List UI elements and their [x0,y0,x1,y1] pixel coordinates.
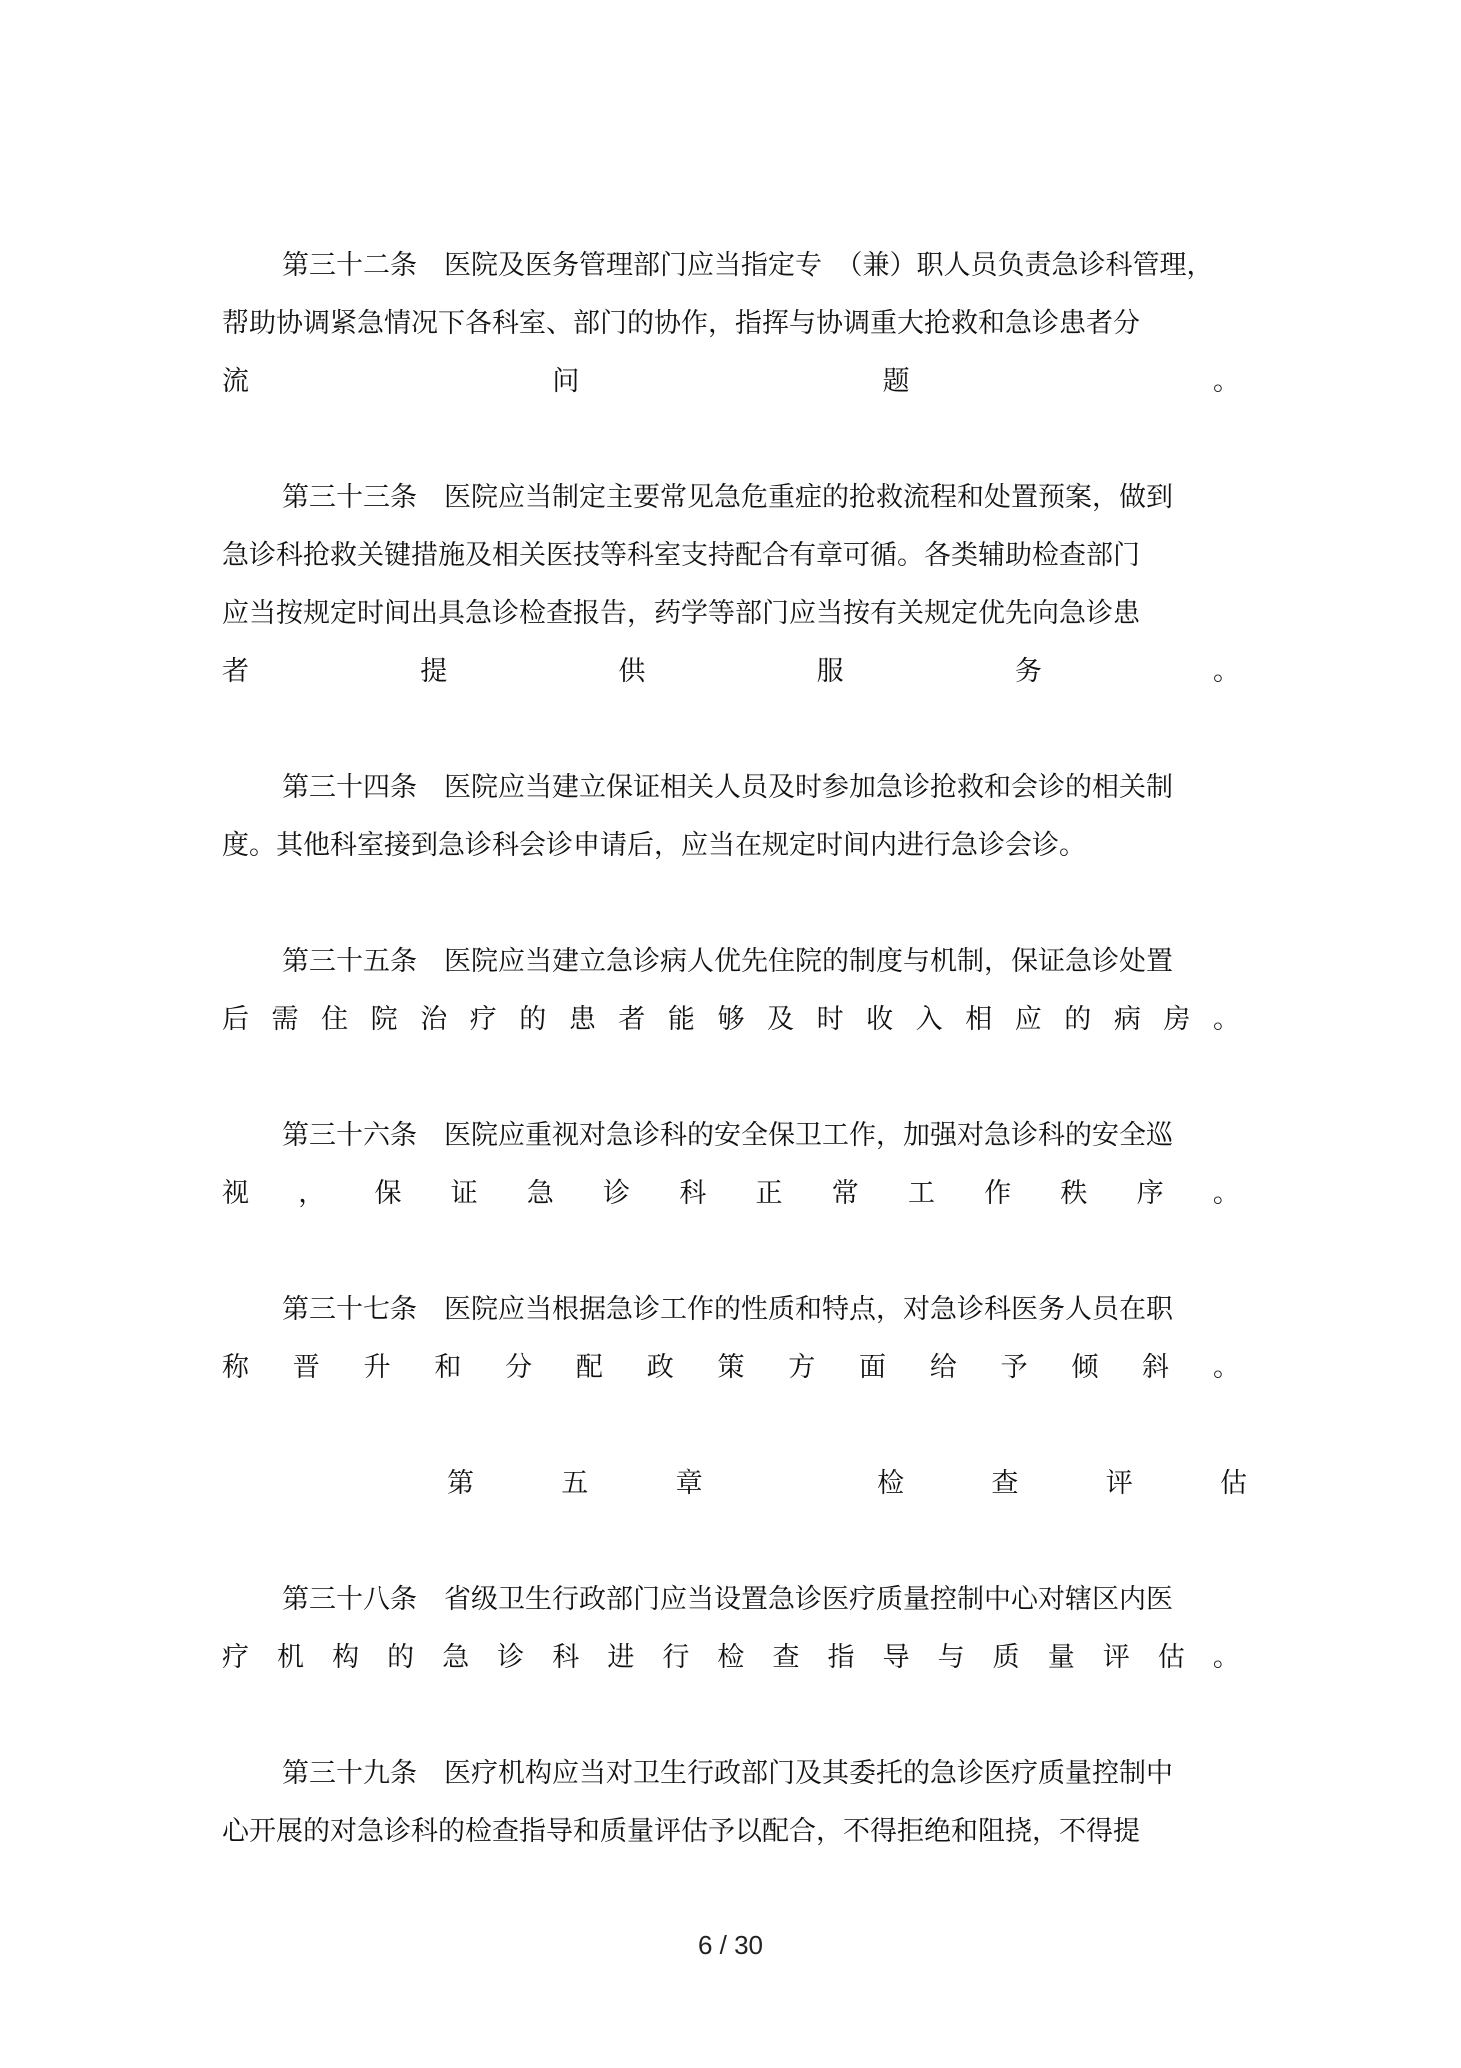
spread-char: 够 [717,1004,745,1035]
chapter-char: 查 [991,1468,1019,1499]
spread-char: 质 [992,1642,1020,1673]
article-37-line-2 [222,1352,1240,1384]
spread-char: 。 [1212,1352,1240,1383]
article-33-line-2: 急诊科抢救关键措施及相关医技等科室支持配合有章可循。各类辅助检查部门 [222,540,1140,571]
article-39-line-1: 第三十九条 医疗机构应当对卫生行政部门及其委托的急诊医疗质量控制中 [282,1758,1173,1789]
spread-char: 常 [831,1178,859,1209]
spread-char: 的 [519,1004,547,1035]
spread-char: 急 [526,1178,554,1209]
chapter-heading [447,1468,1247,1500]
article-32-line-2: 帮助协调紧急情况下各科室、部门的协作，指挥与协调重大抢救和急诊患者分 [222,308,1140,339]
article-38-line-1: 第三十八条 省级卫生行政部门应当设置急诊医疗质量控制中心对辖区内医 [282,1584,1173,1615]
spread-char: 诊 [603,1178,631,1209]
article-34-line-2: 度。其他科室接到急诊科会诊申请后，应当在规定时间内进行急诊会诊。 [222,830,1086,861]
spread-char: 检 [717,1642,745,1673]
spread-char: 正 [755,1178,783,1209]
spread-char: 序 [1136,1178,1164,1209]
spread-char: ， [298,1178,326,1209]
article-32-line-3 [222,366,1240,398]
spread-char: 导 [882,1642,910,1673]
chapter-char: 章 [675,1468,703,1499]
article-37-line-1: 第三十七条 医院应当根据急诊工作的性质和特点，对急诊科医务人员在职 [282,1294,1173,1325]
spread-char: 策 [717,1352,745,1383]
spread-char: 和 [434,1352,462,1383]
spread-char: 入 [915,1004,943,1035]
spread-char: 面 [859,1352,887,1383]
spread-char: 后 [222,1004,249,1035]
article-33-line-3: 应当按规定时间出具急诊检查报告，药学等部门应当按有关规定优先向急诊患 [222,598,1140,629]
spread-char: 相 [965,1004,993,1035]
spread-char: 的 [1064,1004,1092,1035]
spread-char: 。 [1212,656,1240,687]
spread-char: 疗 [222,1642,249,1673]
spread-char: 供 [618,656,646,687]
spread-char: 工 [907,1178,935,1209]
spread-char: 作 [984,1178,1012,1209]
spread-char: 指 [827,1642,855,1673]
spread-char: 务 [1014,656,1042,687]
spread-char: 诊 [497,1642,525,1673]
spread-char: 者 [618,1004,646,1035]
article-33-line-1: 第三十三条 医院应当制定主要常见急危重症的抢救流程和处置预案，做到 [282,482,1173,513]
spread-char: 应 [1014,1004,1042,1035]
spread-char: 查 [772,1642,800,1673]
spread-char: 量 [1047,1642,1075,1673]
spread-char: 倾 [1071,1352,1099,1383]
spread-char: 能 [667,1004,695,1035]
article-38-line-2 [222,1642,1240,1674]
spread-char: 进 [607,1642,635,1673]
spread-char: 时 [816,1004,844,1035]
spread-char: 构 [332,1642,360,1673]
spread-char: 。 [1212,1178,1240,1209]
spread-char: 科 [552,1642,580,1673]
spread-char: 房 [1163,1004,1191,1035]
article-35-line-2 [222,1004,1240,1036]
spread-char: 。 [1212,1642,1240,1673]
article-39-line-2: 心开展的对急诊科的检查指导和质量评估予以配合，不得拒绝和阻挠，不得提 [222,1816,1140,1847]
spread-char: 提 [420,656,448,687]
article-33-line-4 [222,656,1240,688]
article-36-line-1: 第三十六条 医院应重视对急诊科的安全保卫工作，加强对急诊科的安全巡 [282,1120,1173,1151]
spread-char: 证 [450,1178,478,1209]
chapter-char: 第 [447,1468,474,1499]
spread-char: 。 [1212,366,1240,397]
spread-char: 与 [937,1642,965,1673]
spread-char: 评 [1102,1642,1130,1673]
page-number: 6 / 30 [697,1930,764,1960]
chapter-char: 评 [1105,1468,1133,1499]
spread-char: 予 [1000,1352,1028,1383]
spread-char: 分 [505,1352,533,1383]
spread-char: 斜 [1142,1352,1170,1383]
spread-char: 患 [568,1004,596,1035]
spread-char: 的 [387,1642,415,1673]
spread-char: 及 [767,1004,795,1035]
spread-char: 者 [222,656,249,687]
spread-char: 服 [816,656,844,687]
spread-char: 急 [442,1642,470,1673]
chapter-char: 估 [1219,1468,1247,1499]
spread-char: 问 [552,366,580,397]
spread-char: 估 [1157,1642,1185,1673]
article-36-line-2 [222,1178,1240,1210]
spread-char: 给 [929,1352,957,1383]
chapter-char: 五 [561,1468,589,1499]
spread-char: 治 [420,1004,448,1035]
chapter-char: 检 [877,1468,905,1499]
spread-char: 行 [662,1642,690,1673]
spread-char: 方 [788,1352,816,1383]
spread-char: 病 [1113,1004,1141,1035]
spread-char: 政 [646,1352,674,1383]
spread-char: 流 [222,366,249,397]
article-32-line-1: 第三十二条 医院及医务管理部门应当指定专 （兼）职人员负责急诊科管理， [282,250,1214,281]
spread-char: 秩 [1060,1178,1088,1209]
spread-char: 保 [374,1178,402,1209]
spread-char: 机 [277,1642,305,1673]
spread-char: 疗 [469,1004,497,1035]
spread-char: 院 [370,1004,398,1035]
spread-char: 题 [882,366,910,397]
article-34-line-1: 第三十四条 医院应当建立保证相关人员及时参加急诊抢救和会诊的相关制 [282,772,1173,803]
article-35-line-1: 第三十五条 医院应当建立急诊病人优先住院的制度与机制，保证急诊处置 [282,946,1173,977]
spread-char: 科 [679,1178,707,1209]
spread-char: 晋 [292,1352,320,1383]
spread-char: 升 [363,1352,391,1383]
spread-char: 住 [321,1004,349,1035]
spread-char: 配 [575,1352,603,1383]
spread-char: 需 [271,1004,299,1035]
spread-char: 收 [866,1004,894,1035]
spread-char: 称 [222,1352,249,1383]
spread-char: 视 [222,1178,249,1209]
spread-char: 。 [1212,1004,1240,1035]
